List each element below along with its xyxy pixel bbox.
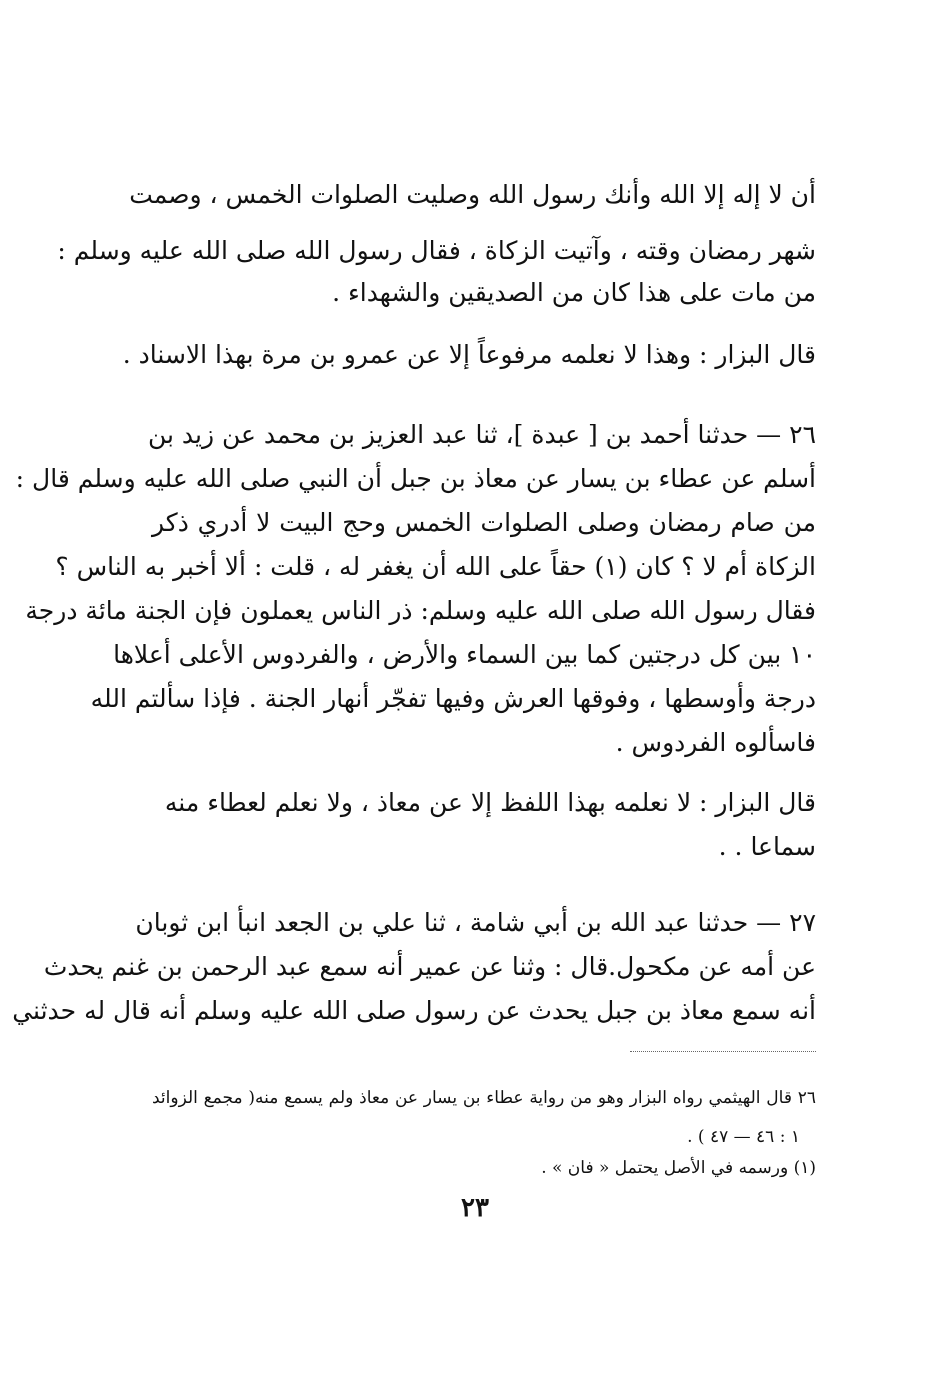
text-line: ٢٧ — حدثنا عبد الله بن أبي شامة ، ثنا علي بن الجعد انبأ ابن ثوبان xyxy=(135,908,816,937)
text-line: الزكاة أم لا ؟ كان (١) حقاً على الله أن يغفر له ، قلت : ألا أخبر به الناس ؟ xyxy=(55,552,816,581)
text-line: عن أمه عن مكحول.قال : وثنا عن عمير أنه سمع عبد الرحمن بن غنم يحدث xyxy=(43,952,816,981)
text-line: فقال رسول الله صلى الله عليه وسلم: ذر الناس يعملون فإن الجنة مائة درجة xyxy=(25,596,816,625)
text-line: من مات على هذا كان من الصديقين والشهداء . xyxy=(332,278,816,307)
text-line: قال البزار : لا نعلمه بهذا اللفظ إلا عن معاذ ، ولا نعلم لعطاء منه xyxy=(164,788,816,817)
text-line: أسلم عن عطاء بن يسار عن معاذ بن جبل أن النبي صلى الله عليه وسلم قال : xyxy=(15,464,816,493)
text-line: قال البزار : وهذا لا نعلمه مرفوعاً إلا عن عمرو بن مرة بهذا الاسناد . xyxy=(122,340,816,369)
text-line: سماعا . . xyxy=(718,832,816,861)
footnote-line: (١) ورسمه في الأصل يحتمل « فان » . xyxy=(541,1158,816,1178)
text-line: أن لا إله إلا الله وأنك رسول الله وصليت الصلوات الخمس ، وصمت xyxy=(129,180,816,209)
text-line: ١٠ بين كل درجتين كما بين السماء والأرض ، والفردوس الأعلى أعلاها xyxy=(113,640,816,669)
footnote-line: ١ : ٤٦ — ٤٧ ) . xyxy=(687,1127,800,1147)
text-line: ٢٦ — حدثنا أحمد بن [ عبدة ]، ثنا عبد العزيز بن محمد عن زيد بن xyxy=(147,420,816,449)
text-line: فاسألوه الفردوس . xyxy=(615,728,816,757)
footnote-separator xyxy=(630,1051,816,1052)
text-line: شهر رمضان وقته ، وآتيت الزكاة ، فقال رسول الله صلى الله عليه وسلم : xyxy=(57,236,816,265)
page-number: ٢٣ xyxy=(461,1193,489,1223)
text-line: أنه سمع معاذ بن جبل يحدث عن رسول صلى الله عليه وسلم أنه قال له حدثني xyxy=(12,996,816,1025)
text-line: من صام رمضان وصلى الصلوات الخمس وحج البيت لا أدري ذكر xyxy=(152,508,816,537)
text-line: درجة وأوسطها ، وفوقها العرش وفيها تفجّر أنهار الجنة . فإذا سألتم الله xyxy=(90,684,816,713)
footnote-line: ٢٦ قال الهيثمي رواه البزار وهو من رواية عطاء بن يسار عن معاذ ولم يسمع منه( مجمع الزوائد xyxy=(152,1088,816,1108)
